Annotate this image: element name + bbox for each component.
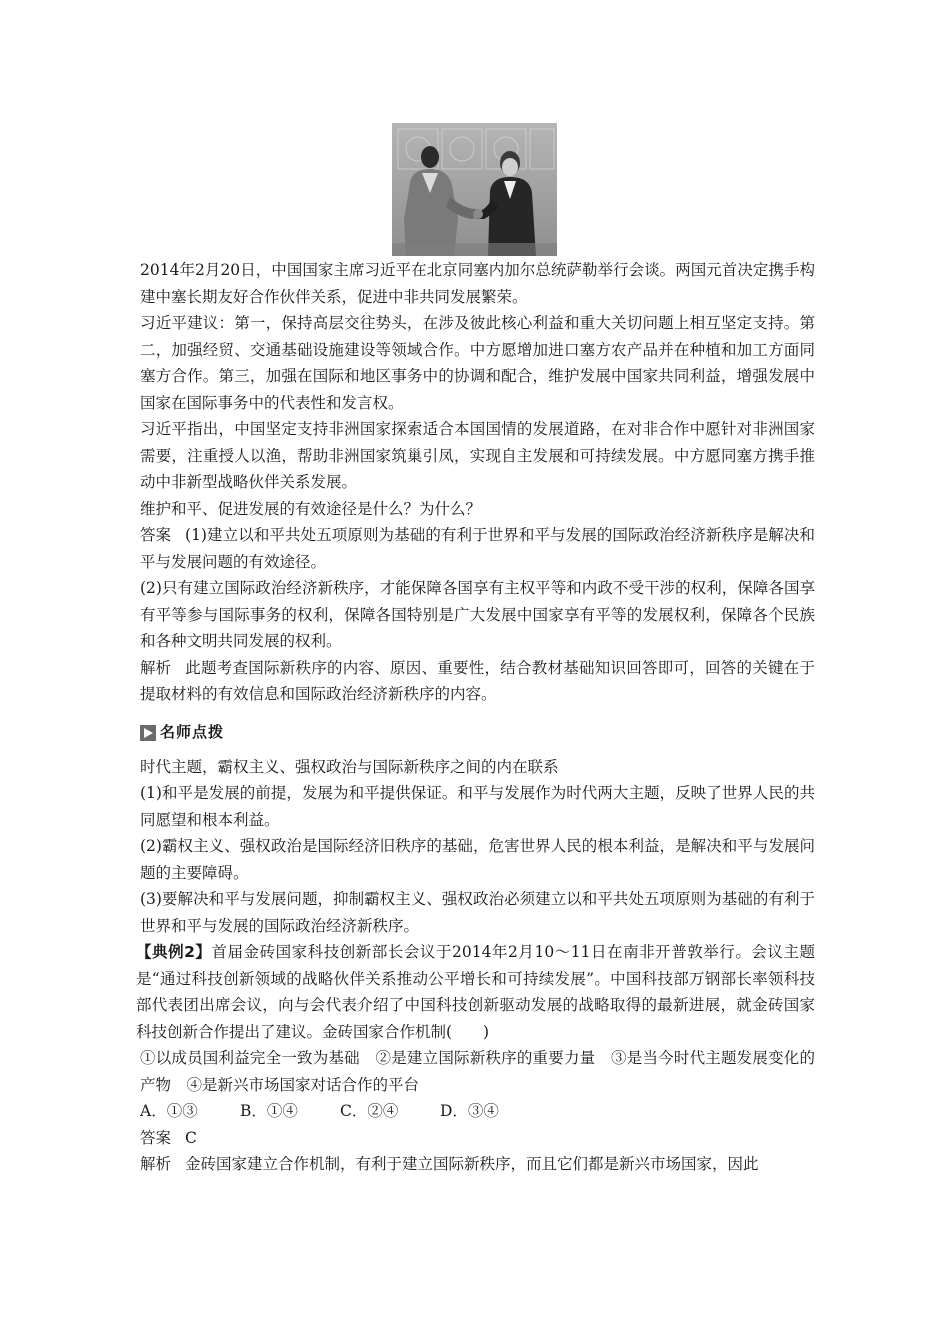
option-c: C．②④: [340, 1102, 399, 1120]
tips-item-2: (2)霸权主义、强权政治是国际经济旧秩序的基础，危害世界人民的根本利益，是解决和平与发展问题的主要障碍。: [140, 837, 815, 882]
handshake-photo: [392, 123, 557, 256]
tips-heading: [140, 722, 815, 744]
example2-analysis-label: 解析: [140, 1155, 172, 1173]
example2-label: 【典例2】: [136, 943, 212, 961]
example2-analysis-text: 金砖国家建立合作机制，有利于建立国际新秩序，而且它们都是新兴市场国家，因此: [185, 1155, 759, 1173]
document-body: [136, 257, 815, 1178]
answer-text-1: (1)建立以和平共处五项原则为基础的有利于世界和平与发展的国际政治经济新秩序是解决和平与发展问题的有效途径。: [140, 526, 815, 571]
tips-heading-text: 名师点拨: [160, 723, 225, 742]
case1-answer-1: [140, 522, 815, 575]
tips-item-3: (3)要解决和平与发展问题，抑制霸权主义、强权政治必须建立以和平共处五项原则为基础的有利于世界和平与发展的国际政治经济新秩序。: [140, 890, 815, 935]
play-triangle-icon: [140, 725, 156, 741]
example2-answer-label: 答案: [140, 1128, 172, 1147]
answer-label: 答案: [140, 526, 172, 544]
example2-answer: [140, 1125, 815, 1152]
analysis-text: 此题考查国际新秩序的内容、原因、重要性，结合教材基础知识回答即可，回答的关键在于提取材料的有效信息和国际政治经济新秩序的内容。: [140, 658, 815, 703]
case1-analysis: [140, 655, 815, 708]
tips-item-1: (1)和平是发展的前提，发展为和平提供保证。和平与发展作为时代两大主题，反映了世界人民的共同愿望和根本利益。: [140, 784, 815, 829]
example2-stem-text: 首届金砖国家科技创新部长会议于2014年2月10～11日在南非开普敦举行。会议主题是“通过科技创新领域的战略伙伴关系推动公平增长和可持续发展”。中国科技部万钢部长率领科技部代表团出席会议，向与会代表介绍了中国科技创新驱动发展的战略取得的最新进展，就金砖国家科技创新合作提出了建议。金砖国家合作机制( ): [136, 943, 815, 1041]
example2-options: [140, 1098, 815, 1125]
example2-stem: [136, 939, 815, 1045]
case1-paragraph-2: 习近平建议：第一，保持高层交往势头，在涉及彼此核心利益和重大关切问题上相互坚定支持。第二，加强经贸、交通基础设施建设等领域合作。中方愿增加进口塞方农产品并在种植和加工方面同塞方合作。第三，加强在国际和地区事务中的协调和配合，维护发展中国家共同利益，增强发展中国家在国际事务中的代表性和发言权。: [140, 314, 815, 412]
handshake-photo-graphic: [392, 123, 557, 256]
option-d: D．③④: [440, 1102, 499, 1120]
case1-question: 维护和平、促进发展的有效途径是什么？为什么？: [140, 499, 482, 518]
case1-paragraph-1: 2014年2月20日，中国国家主席习近平在北京同塞内加尔总统萨勒举行会谈。两国元首决定携手构建中塞长期友好合作伙伴关系，促进中非共同发展繁荣。: [140, 261, 815, 306]
case1-answer-2: (2)只有建立国际政治经济新秩序，才能保障各国享有主权平等和内政不受干涉的权利，保障各国享有平等参与国际事务的权利，保障各国特别是广大发展中国家享有平等的发展权利，保障各个民族和各种文明共同发展的权利。: [140, 579, 815, 650]
option-b: B．①④: [240, 1102, 298, 1120]
example2-statements: ①以成员国利益完全一致为基础 ②是建立国际新秩序的重要力量 ③是当今时代主题发展变化的产物 ④是新兴市场国家对话合作的平台: [140, 1049, 815, 1094]
option-a: A．①③: [140, 1102, 198, 1120]
example2-answer-value: C: [185, 1128, 197, 1147]
case1-paragraph-3: 习近平指出，中国坚定支持非洲国家探索适合本国国情的发展道路，在对非合作中愿针对非洲国家需要，注重授人以渔，帮助非洲国家筑巢引凤，实现自主发展和可持续发展。中方愿同塞方携手推动中非新型战略伙伴关系发展。: [140, 420, 815, 491]
example2-analysis: [140, 1151, 815, 1178]
tips-intro: 时代主题，霸权主义、强权政治与国际新秩序之间的内在联系: [140, 757, 559, 776]
analysis-label: 解析: [140, 658, 172, 677]
